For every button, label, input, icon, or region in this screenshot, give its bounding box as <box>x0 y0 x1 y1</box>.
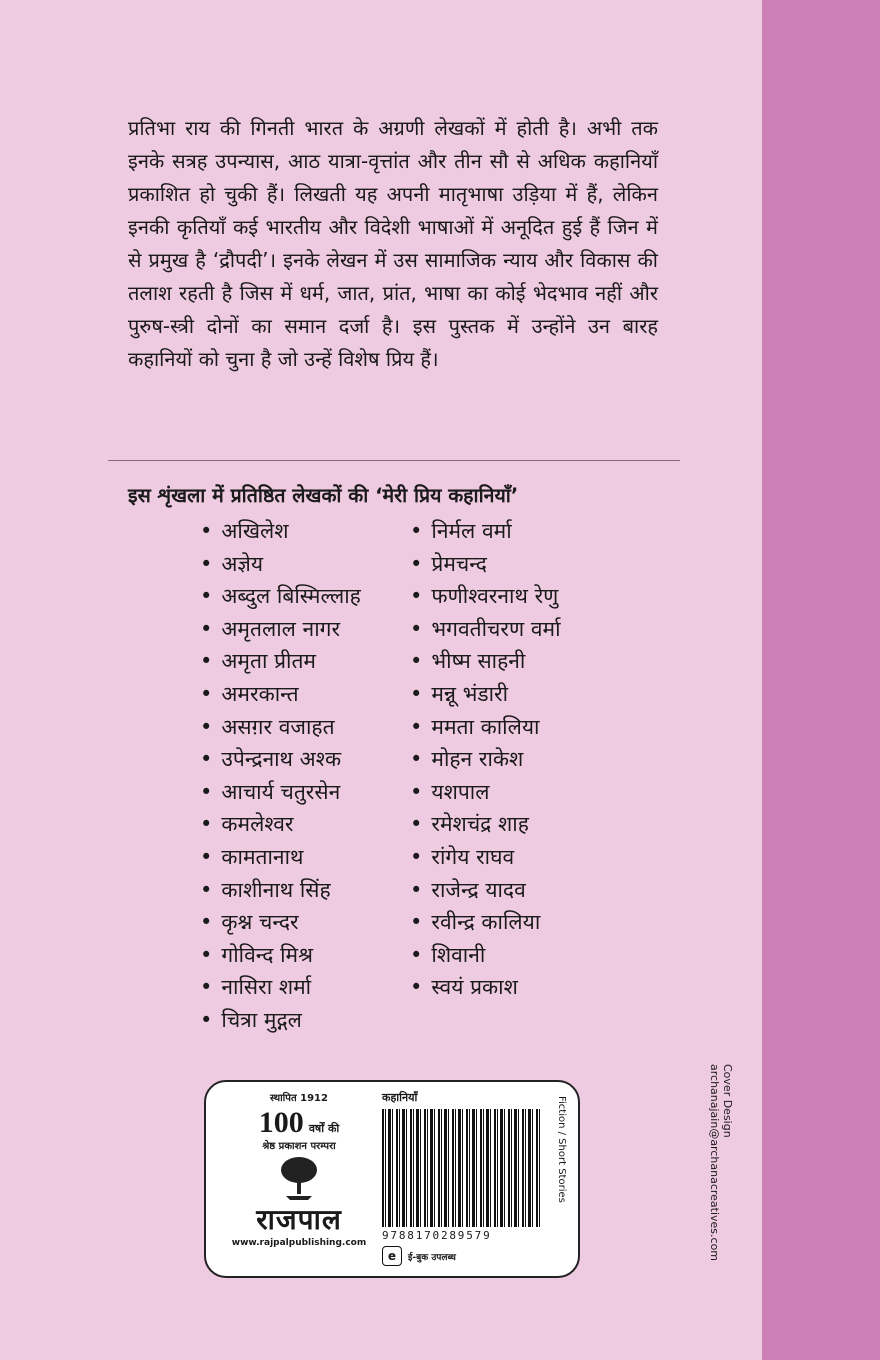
isbn-digits: 9788170289579 <box>382 1229 492 1242</box>
author-item: • रवीन्द्र कालिया <box>410 906 640 939</box>
publisher-logo-area <box>222 1090 376 1248</box>
publisher-name: राजपाल <box>256 1203 342 1236</box>
established-text: स्थापित 1912 <box>270 1093 328 1104</box>
author-item: • कामतानाथ <box>200 841 400 874</box>
author-item: • निर्मल वर्मा <box>410 515 640 548</box>
author-list-left <box>200 515 400 1037</box>
hundred-number: 100 <box>258 1106 304 1139</box>
author-item: • भगवतीचरण वर्मा <box>410 613 640 646</box>
isbn-barcode <box>382 1109 542 1227</box>
ebook-text: ई-बुक उपलब्ध <box>408 1252 456 1263</box>
tradition-text: श्रेष्ठ प्रकाशन परम्परा <box>262 1141 336 1152</box>
author-item: • रमेशचंद्र शाह <box>410 808 640 841</box>
author-item: • ममता कालिया <box>410 711 640 744</box>
author-item: • भीष्म साहनी <box>410 645 640 678</box>
ebook-row <box>382 1246 568 1266</box>
author-blurb: प्रतिभा राय की गिनती भारत के अग्रणी लेखकों में होती है। अभी तक इनके सत्रह उपन्यास, आठ यात्रा-वृत्तांत और तीन सौ से अधिक कहानियाँ प्रकाशित हो चुकी हैं। लिखती यह अपनी मातृभाषा उड़िया में हैं, लेकिन इनकी कृतियाँ कई भारतीय और विदेशी भाषाओं में अनूदित हुई हैं जिन में से प्रमुख है ‘द्रौपदी’। इनके लेखन में उस सामाजिक न्याय और विकास की तलाश रहती है जिस में धर्म, जात, प्रांत, भाषा का कोई भेदभाव नहीं और पुरुष-स्त्री दोनों का समान दर्जा है। इस पुस्तक में उन्होंने उन बारह कहानियों को चुना है जो उन्हें विशेष प्रिय हैं। <box>128 116 658 371</box>
author-item: • असग़र वजाहत <box>200 711 400 744</box>
author-item: • उपेन्द्रनाथ अश्क <box>200 743 400 776</box>
author-item: • आचार्य चतुरसेन <box>200 776 400 809</box>
author-item: • चित्रा मुद्गल <box>200 1004 400 1037</box>
author-item: • कृश्न चन्दर <box>200 906 400 939</box>
author-item: • अखिलेश <box>200 515 400 548</box>
author-item: • नासिरा शर्मा <box>200 971 400 1004</box>
author-item: • अमरकान्त <box>200 678 400 711</box>
author-item: • मोहन राकेश <box>410 743 640 776</box>
centenary-row <box>222 1106 376 1140</box>
author-item: • शिवानी <box>410 939 640 972</box>
section-divider <box>108 460 680 461</box>
author-item: • अज्ञेय <box>200 548 400 581</box>
years-text: वर्षों की <box>308 1122 340 1135</box>
author-item: • गोविन्द मिश्र <box>200 939 400 972</box>
cover-design-credit <box>708 1064 734 1261</box>
genre-label: कहानियाँ <box>382 1091 418 1104</box>
author-item: • काशीनाथ सिंह <box>200 874 400 907</box>
author-item: • प्रेमचन्द <box>410 548 640 581</box>
spine-strip <box>762 0 880 1360</box>
genre-vertical: Fiction / Short Stories <box>556 1096 567 1203</box>
author-item: • राजेन्द्र यादव <box>410 874 640 907</box>
author-item: • स्वयं प्रकाश <box>410 971 640 1004</box>
tree-logo-icon <box>278 1156 320 1200</box>
author-item: • कमलेश्वर <box>200 808 400 841</box>
author-item: • मन्नू भंडारी <box>410 678 640 711</box>
publisher-box <box>204 1080 580 1278</box>
credit-email: archanajain@archanacreatives.com <box>708 1064 721 1262</box>
author-item: • फणीश्वरनाथ रेणु <box>410 580 640 613</box>
author-list-right <box>410 515 640 1004</box>
credit-label: Cover Design <box>721 1064 734 1138</box>
author-item: • यशपाल <box>410 776 640 809</box>
author-item: • रांगेय राघव <box>410 841 640 874</box>
author-item: • अमृतलाल नागर <box>200 613 400 646</box>
author-item: • अब्दुल बिस्मिल्लाह <box>200 580 400 613</box>
ebook-icon: e <box>382 1246 402 1266</box>
series-title: इस शृंखला में प्रतिष्ठित लेखकों की ‘मेरी प्रिय कहानियाँ’ <box>128 484 519 507</box>
publisher-website: www.rajpalpublishing.com <box>231 1238 367 1248</box>
barcode-area <box>382 1090 568 1266</box>
author-item: • अमृता प्रीतम <box>200 645 400 678</box>
